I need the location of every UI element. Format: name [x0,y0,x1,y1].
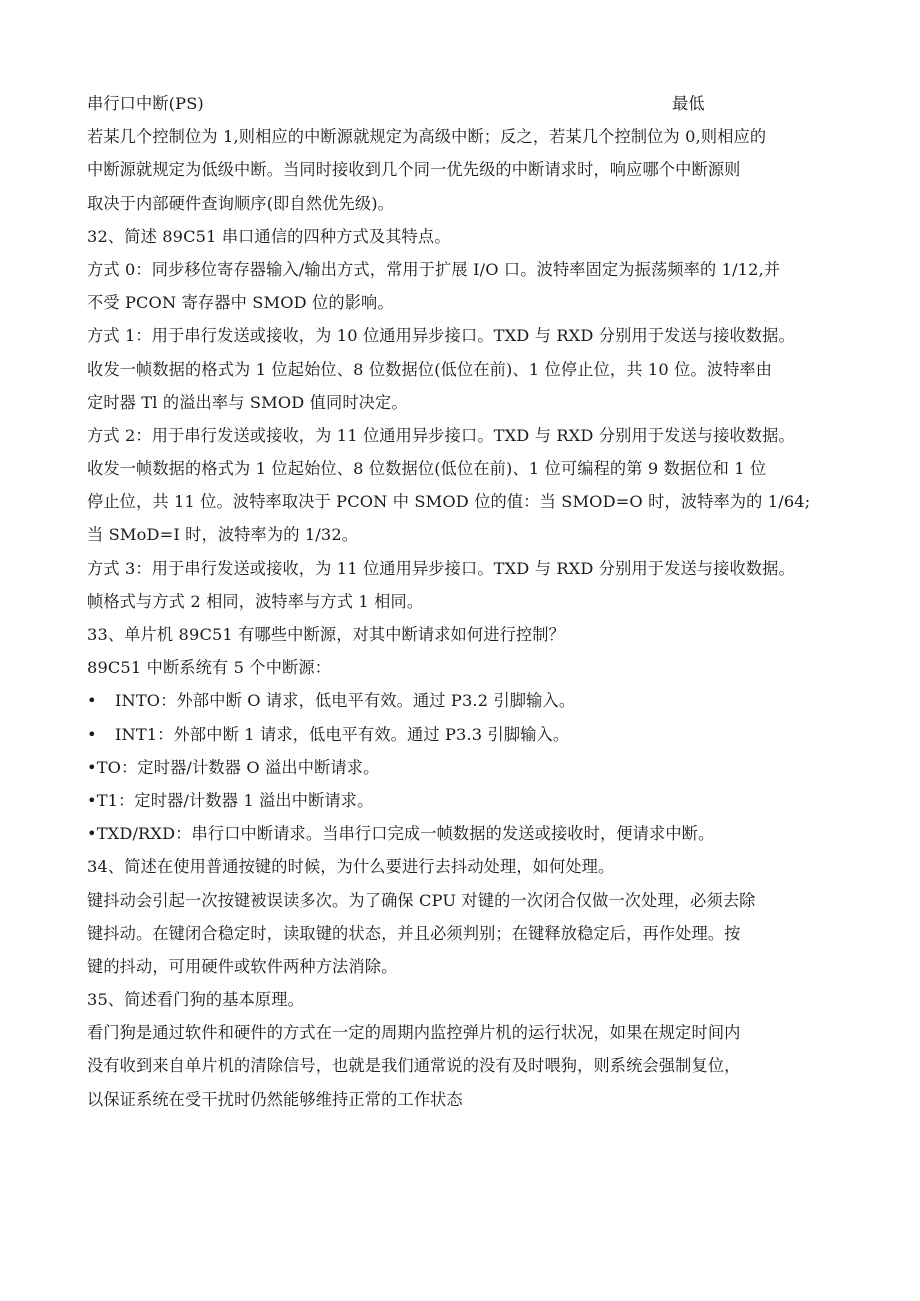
answer-35-line: 看门狗是通过软件和硬件的方式在一定的周期内监控弹片机的运行状况，如果在规定时间内 [87,1023,741,1043]
priority-row [87,90,837,118]
mode-2-line: 收发一帧数据的格式为 1 位起始位、8 位数据位(低位在前)、1 位可编程的第 9 数据位和 1 位 [87,459,767,479]
list-item-text: INTO：外部中断 O 请求，低电平有效。通过 P3.2 引脚输入。 [115,691,576,711]
answer-33-intro: 89C51 中断系统有 5 个中断源： [87,658,332,678]
mode-2-line: 方式 2：用于串行发送或接收，为 11 位通用异步接口。TXD 与 RXD 分别用于发送与接收数据。 [87,425,795,445]
mode-2-line: 停止位，共 11 位。波特率取决于 PCON 中 SMOD 位的值：当 SMOD=O 时，波特率为的 1/64; [87,492,811,512]
priority-source: 串行口中断(PS) [87,94,204,113]
answer-35-line: 以保证系统在受干扰时仍然能够维持正常的工作状态 [87,1089,463,1109]
priority-level: 最低 [672,94,705,113]
question-35: 35、简述看门狗的基本原理。 [87,990,304,1010]
bullet-icon: • [87,724,97,744]
question-33: 33、单片机 89C51 有哪些中断源，对其中断请求如何进行控制？ [87,625,565,644]
paragraph-line: 取决于内部硬件查询顺序(即自然优先级)。 [87,193,395,213]
mode-2-line: 当 SMoD=I 时，波特率为的 1/32。 [87,525,359,545]
question-32: 32、简述 89C51 串口通信的四种方式及其特点。 [87,226,451,246]
mode-0-line: 方式 0：同步移位寄存器输入/输出方式，常用于扩展 I/O 口。波特率固定为振荡频率的 1/12,并 [87,259,781,279]
list-item-t0: •TO：定时器/计数器 O 溢出中断请求。 [87,757,380,777]
mode-1-line: 方式 1：用于串行发送或接收，为 10 位通用异步接口。TXD 与 RXD 分别用于发送与接收数据。 [87,326,795,346]
question-34: 34、简述在使用普通按键的时候，为什么要进行去抖动处理，如何处理。 [87,857,615,877]
paragraph-line: 中断源就规定为低级中断。当同时接收到几个同一优先级的中断请求时，响应哪个中断源则 [87,160,741,180]
document-page [87,90,837,1119]
mode-3-line: 方式 3：用于串行发送或接收，为 11 位通用异步接口。TXD 与 RXD 分别用于发送与接收数据。 [87,558,795,578]
answer-34-line: 键抖动。在键闭合稳定时，读取键的状态，并且必须判别；在键释放稳定后，再作处理。按 [87,923,741,943]
mode-3-line: 帧格式与方式 2 相同，波特率与方式 1 相同。 [87,591,424,611]
list-item-int0 [87,687,837,715]
answer-34-line: 键抖动会引起一次按键被误读多次。为了确保 CPU 对键的一次闭合仅做一次处理，必须去除 [87,890,756,910]
answer-34-line: 键的抖动，可用硬件或软件两种方法消除。 [87,956,398,976]
list-item-t1: •T1：定时器/计数器 1 溢出中断请求。 [87,790,374,810]
bullet-icon: • [87,691,97,711]
list-item-text: INT1：外部中断 1 请求，低电平有效。通过 P3.3 引脚输入。 [115,724,570,744]
list-item-txd-rxd: •TXD/RXD：串行口中断请求。当串行口完成一帧数据的发送或接收时，便请求中断。 [87,824,715,844]
mode-1-line: 定时器 Tl 的溢出率与 SMOD 值同时决定。 [87,392,408,412]
mode-1-line: 收发一帧数据的格式为 1 位起始位、8 位数据位(低位在前)、1 位停止位，共 10 位。波特率由 [87,359,773,379]
mode-0-line: 不受 PCON 寄存器中 SMOD 位的影响。 [87,293,394,313]
paragraph-line: 若某几个控制位为 1,则相应的中断源就规定为高级中断；反之，若某几个控制位为 0,则相应的 [87,127,767,147]
answer-35-line: 没有收到来自单片机的清除信号，也就是我们通常说的没有及时喂狗，则系统会强制复位， [87,1056,741,1076]
list-item-int1 [87,721,837,749]
